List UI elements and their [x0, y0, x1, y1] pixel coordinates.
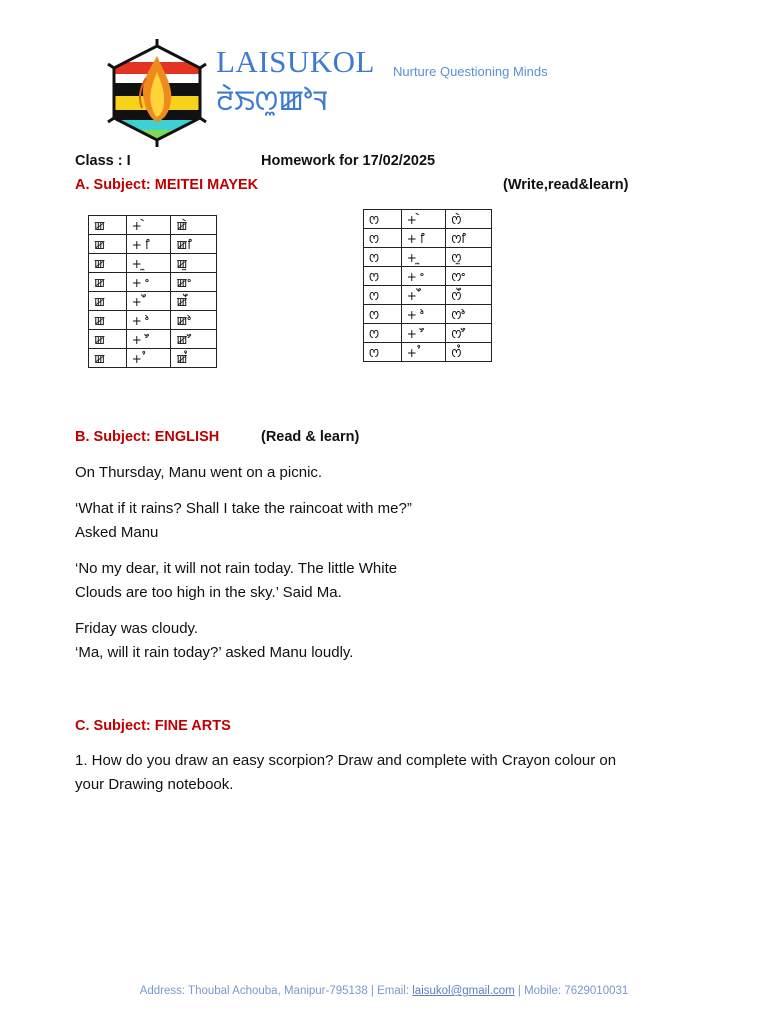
table-row	[364, 343, 492, 362]
brand-name-meitei-script: ꯂꯥꯏꯁꯨꯀꯣꯜ	[216, 84, 329, 117]
table-row	[364, 267, 492, 286]
meitei-mayek-table-right	[363, 209, 492, 362]
vowel-sign: + ꯤ	[126, 235, 171, 254]
footer-email-link[interactable]: laisukol@gmail.com	[412, 985, 515, 997]
combined-letter: ꯁꯩ	[446, 286, 492, 305]
combined-letter: ꯁꯤ	[446, 229, 492, 248]
footer-contact	[0, 985, 768, 997]
base-letter: ꯁ	[364, 286, 402, 305]
combined-letter: ꯀꯦ	[171, 273, 217, 292]
laisukol-logo	[104, 38, 210, 148]
table-row	[89, 235, 217, 254]
fine-arts-task-line-2: your Drawing notebook.	[75, 776, 234, 793]
combined-letter: ꯀꯨ	[171, 254, 217, 273]
vowel-sign: + ꯩ	[401, 286, 446, 305]
base-letter: ꯁ	[364, 210, 402, 229]
base-letter: ꯀ	[89, 235, 127, 254]
table-row	[364, 305, 492, 324]
base-letter: ꯁ	[364, 267, 402, 286]
base-letter: ꯀ	[89, 216, 127, 235]
vowel-sign: + ꯣ	[401, 305, 446, 324]
vowel-sign: + ꯦ	[401, 267, 446, 286]
footer-mobile: | Mobile: 7629010031	[514, 985, 629, 997]
combined-letter: ꯀꯧ	[171, 330, 217, 349]
combined-letter: ꯀꯥ	[171, 216, 217, 235]
table-row	[89, 254, 217, 273]
base-letter: ꯀ	[89, 292, 127, 311]
table-row	[89, 349, 217, 368]
table-row	[364, 248, 492, 267]
combined-letter: ꯁꯨ	[446, 248, 492, 267]
meitei-mayek-table-left	[88, 215, 217, 368]
section-c-title: C. Subject: FINE ARTS	[75, 718, 231, 734]
combined-letter: ꯁꯣ	[446, 305, 492, 324]
base-letter: ꯀ	[89, 349, 127, 368]
base-letter: ꯁ	[364, 343, 402, 362]
combined-letter: ꯁꯧ	[446, 324, 492, 343]
vowel-sign: + ꯩ	[126, 292, 171, 311]
section-a-instruction: (Write,read&learn)	[503, 177, 629, 193]
section-b-instruction: (Read & learn)	[261, 429, 360, 445]
base-letter: ꯁ	[364, 324, 402, 343]
vowel-sign: + ꯥ	[401, 210, 446, 229]
story-paragraph-2-line-2: Asked Manu	[75, 524, 159, 541]
combined-letter: ꯀꯤ	[171, 235, 217, 254]
vowel-sign: + ꯧ	[401, 324, 446, 343]
section-b-title: B. Subject: ENGLISH	[75, 429, 220, 445]
table-row	[89, 273, 217, 292]
vowel-sign: + ꯦ	[126, 273, 171, 292]
story-paragraph-3-line-2: Clouds are too high in the sky.’ Said Ma.	[75, 584, 342, 601]
combined-letter: ꯁꯥ	[446, 210, 492, 229]
base-letter: ꯀ	[89, 273, 127, 292]
vowel-sign: + ꯨ	[401, 248, 446, 267]
story-paragraph-1: On Thursday, Manu went on a picnic.	[75, 464, 323, 481]
class-label: Class : I	[75, 153, 131, 169]
story-paragraph-4-line-2: ‘Ma, will it rain today?’ asked Manu loudly.	[75, 644, 354, 661]
table-row	[364, 229, 492, 248]
fine-arts-task-line-1: 1. How do you draw an easy scorpion? Draw and complete with Crayon colour on	[75, 752, 617, 769]
base-letter: ꯀ	[89, 311, 127, 330]
table-row	[89, 330, 217, 349]
homework-date: Homework for 17/02/2025	[261, 153, 436, 169]
brand-tagline: Nurture Questioning Minds	[393, 64, 548, 79]
vowel-sign: + ꯧ	[126, 330, 171, 349]
table-row	[364, 286, 492, 305]
vowel-sign: + ꯪ	[126, 349, 171, 368]
combined-letter: ꯀꯪ	[171, 349, 217, 368]
story-paragraph-3-line-1: ‘No my dear, it will not rain today. The little White	[75, 560, 398, 577]
base-letter: ꯁ	[364, 248, 402, 267]
table-row	[89, 311, 217, 330]
combined-letter: ꯁꯦ	[446, 267, 492, 286]
base-letter: ꯁ	[364, 229, 402, 248]
combined-letter: ꯁꯪ	[446, 343, 492, 362]
vowel-sign: + ꯤ	[401, 229, 446, 248]
table-row	[89, 216, 217, 235]
table-row	[364, 324, 492, 343]
story-paragraph-2-line-1: ‘What if it rains? Shall I take the raincoat with me?”	[75, 500, 412, 517]
base-letter: ꯁ	[364, 305, 402, 324]
vowel-sign: + ꯨ	[126, 254, 171, 273]
footer-address: Address: Thoubal Achouba, Manipur-795138 | Email:	[139, 985, 413, 997]
combined-letter: ꯀꯩ	[171, 292, 217, 311]
table-row	[364, 210, 492, 229]
base-letter: ꯀ	[89, 254, 127, 273]
section-a-title: A. Subject: MEITEI MAYEK	[75, 177, 259, 193]
vowel-sign: + ꯣ	[126, 311, 171, 330]
vowel-sign: + ꯥ	[126, 216, 171, 235]
combined-letter: ꯀꯣ	[171, 311, 217, 330]
brand-name: LAISUKOL	[216, 44, 375, 79]
base-letter: ꯀ	[89, 330, 127, 349]
table-row	[89, 292, 217, 311]
vowel-sign: + ꯪ	[401, 343, 446, 362]
story-paragraph-4-line-1: Friday was cloudy.	[75, 620, 199, 637]
